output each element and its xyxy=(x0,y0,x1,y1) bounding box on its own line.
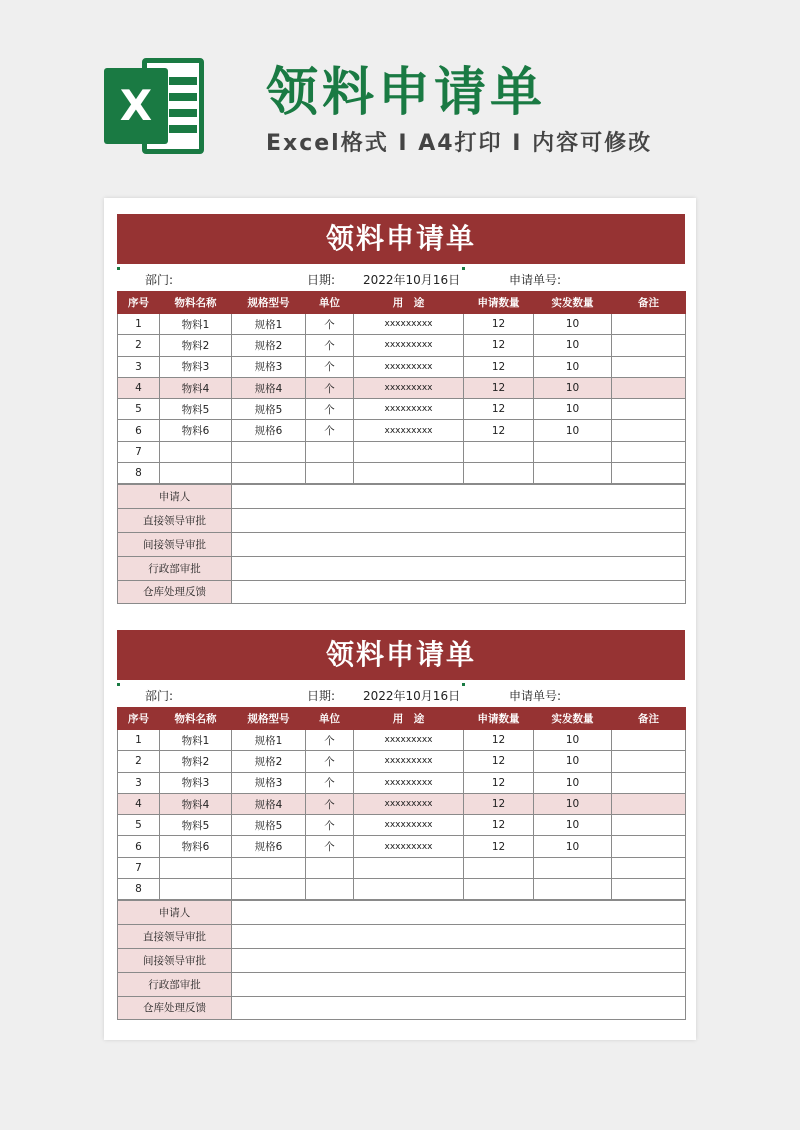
cell-requested-qty[interactable] xyxy=(464,441,534,462)
cell-material[interactable]: 物料1 xyxy=(160,314,232,335)
cell-index[interactable]: 1 xyxy=(118,730,160,751)
cell-remarks[interactable] xyxy=(612,314,686,335)
cell-material[interactable]: 物料3 xyxy=(160,356,232,377)
cell-issued-qty[interactable]: 10 xyxy=(534,356,612,377)
order-no-label: 申请单号: xyxy=(509,273,562,287)
cell-purpose[interactable] xyxy=(354,879,464,900)
cell-spec[interactable] xyxy=(232,857,306,878)
cell-requested-qty[interactable] xyxy=(464,857,534,878)
banner-subtitle: Excel格式 I A4打印 I 内容可修改 xyxy=(266,131,653,156)
cell-issued-qty[interactable]: 10 xyxy=(534,377,612,398)
cell-issued-qty[interactable]: 10 xyxy=(534,793,612,814)
approval-row xyxy=(118,948,686,972)
cell-index[interactable]: 7 xyxy=(118,441,160,462)
cell-material[interactable] xyxy=(160,441,232,462)
col-header-index: 序号 xyxy=(118,708,160,730)
cell-spec[interactable] xyxy=(232,463,306,484)
cell-requested-qty[interactable]: 12 xyxy=(464,836,534,857)
cell-index[interactable]: 5 xyxy=(118,399,160,420)
cell-issued-qty[interactable]: 10 xyxy=(534,751,612,772)
table-row xyxy=(118,399,686,420)
cell-requested-qty[interactable]: 12 xyxy=(464,335,534,356)
cell-requested-qty[interactable]: 12 xyxy=(464,730,534,751)
table-header-row xyxy=(118,708,686,730)
cell-requested-qty[interactable]: 12 xyxy=(464,772,534,793)
cell-unit[interactable] xyxy=(306,857,354,878)
cell-requested-qty[interactable]: 12 xyxy=(464,793,534,814)
cell-requested-qty[interactable]: 12 xyxy=(464,377,534,398)
approval-label-indirect-leader: 间接领导审批 xyxy=(118,948,232,972)
approval-label-indirect-leader: 间接领导审批 xyxy=(118,532,232,556)
cell-issued-qty[interactable] xyxy=(534,441,612,462)
cell-index[interactable]: 6 xyxy=(118,420,160,441)
requisition-form-1 xyxy=(117,214,685,604)
cell-spec[interactable]: 规格1 xyxy=(232,314,306,335)
col-header-material: 物料名称 xyxy=(160,292,232,314)
cell-spec[interactable]: 规格1 xyxy=(232,730,306,751)
table-row xyxy=(118,441,686,462)
cell-spec[interactable]: 规格5 xyxy=(232,399,306,420)
cell-unit[interactable]: 个 xyxy=(306,335,354,356)
banner xyxy=(0,0,800,195)
col-header-issued-qty: 实发数量 xyxy=(534,292,612,314)
form-info-row xyxy=(117,680,685,707)
excel-logo-letter: X xyxy=(104,68,168,144)
col-header-index: 序号 xyxy=(118,292,160,314)
cell-purpose[interactable] xyxy=(354,463,464,484)
approval-field[interactable] xyxy=(232,580,686,604)
cell-requested-qty[interactable]: 12 xyxy=(464,399,534,420)
cell-issued-qty[interactable]: 10 xyxy=(534,836,612,857)
cell-remarks[interactable] xyxy=(612,463,686,484)
approval-label-warehouse: 仓库处理反馈 xyxy=(118,580,232,604)
cell-index[interactable]: 6 xyxy=(118,836,160,857)
cell-index[interactable]: 8 xyxy=(118,463,160,484)
cell-material[interactable] xyxy=(160,857,232,878)
date-label: 日期: xyxy=(307,689,336,703)
approval-row xyxy=(118,485,686,509)
table-row xyxy=(118,879,686,900)
cell-purpose[interactable]: xxxxxxxxx xyxy=(354,314,464,335)
cell-spec[interactable]: 规格5 xyxy=(232,815,306,836)
col-header-material: 物料名称 xyxy=(160,708,232,730)
cell-remarks[interactable] xyxy=(612,793,686,814)
cell-requested-qty[interactable]: 12 xyxy=(464,314,534,335)
cell-issued-qty[interactable] xyxy=(534,463,612,484)
cell-unit[interactable]: 个 xyxy=(306,356,354,377)
col-header-issued-qty: 实发数量 xyxy=(534,708,612,730)
approval-label-direct-leader: 直接领导审批 xyxy=(118,925,232,949)
approval-table xyxy=(117,900,686,1020)
cell-spec[interactable]: 规格4 xyxy=(232,377,306,398)
approval-row xyxy=(118,925,686,949)
approval-label-admin-dept: 行政部审批 xyxy=(118,972,232,996)
cell-purpose[interactable] xyxy=(354,857,464,878)
cell-spec[interactable]: 规格2 xyxy=(232,335,306,356)
dept-label: 部门: xyxy=(145,273,174,287)
dept-label: 部门: xyxy=(145,689,174,703)
cell-spec[interactable]: 规格6 xyxy=(232,836,306,857)
cell-material[interactable] xyxy=(160,879,232,900)
cell-remarks[interactable] xyxy=(612,836,686,857)
form-title: 领料申请单 xyxy=(117,630,685,680)
approval-field[interactable] xyxy=(232,509,686,533)
approval-field[interactable] xyxy=(232,532,686,556)
col-header-requested-qty: 申请数量 xyxy=(464,292,534,314)
cell-unit[interactable] xyxy=(306,879,354,900)
cell-spec[interactable]: 规格6 xyxy=(232,420,306,441)
order-no-label: 申请单号: xyxy=(509,689,562,703)
cell-index[interactable]: 7 xyxy=(118,857,160,878)
cell-index[interactable]: 4 xyxy=(118,793,160,814)
cell-purpose[interactable] xyxy=(354,441,464,462)
cell-unit[interactable] xyxy=(306,463,354,484)
col-header-unit: 单位 xyxy=(306,292,354,314)
cell-purpose[interactable]: xxxxxxxxx xyxy=(354,356,464,377)
cell-issued-qty[interactable]: 10 xyxy=(534,314,612,335)
cell-unit[interactable]: 个 xyxy=(306,420,354,441)
cell-remarks[interactable] xyxy=(612,751,686,772)
approval-row xyxy=(118,580,686,604)
cell-spec[interactable]: 规格4 xyxy=(232,793,306,814)
cell-purpose[interactable]: xxxxxxxxx xyxy=(354,377,464,398)
cell-issued-qty[interactable]: 10 xyxy=(534,772,612,793)
cell-requested-qty[interactable]: 12 xyxy=(464,356,534,377)
cell-remarks[interactable] xyxy=(612,356,686,377)
table-row-highlighted xyxy=(118,793,686,814)
cell-spec[interactable]: 规格3 xyxy=(232,772,306,793)
cell-remarks[interactable] xyxy=(612,857,686,878)
cell-remarks[interactable] xyxy=(612,772,686,793)
col-header-purpose: 用 途 xyxy=(354,708,464,730)
col-header-remarks: 备注 xyxy=(612,708,686,730)
cell-purpose[interactable]: xxxxxxxxx xyxy=(354,815,464,836)
banner-title: 领料申请单 xyxy=(266,63,547,123)
col-header-spec: 规格型号 xyxy=(232,292,306,314)
cell-issued-qty[interactable]: 10 xyxy=(534,420,612,441)
approval-row xyxy=(118,532,686,556)
cell-requested-qty[interactable]: 12 xyxy=(464,751,534,772)
cell-requested-qty[interactable]: 12 xyxy=(464,420,534,441)
table-row xyxy=(118,463,686,484)
table-row xyxy=(118,751,686,772)
table-row xyxy=(118,857,686,878)
approval-row xyxy=(118,996,686,1020)
cell-material[interactable]: 物料6 xyxy=(160,836,232,857)
cell-material[interactable]: 物料5 xyxy=(160,815,232,836)
cell-purpose[interactable]: xxxxxxxxx xyxy=(354,335,464,356)
cell-material[interactable] xyxy=(160,463,232,484)
cell-unit[interactable]: 个 xyxy=(306,793,354,814)
approval-field[interactable] xyxy=(232,972,686,996)
date-value[interactable]: 2022年10月16日 xyxy=(363,273,461,287)
approval-field[interactable] xyxy=(232,996,686,1020)
approval-label-direct-leader: 直接领导审批 xyxy=(118,509,232,533)
table-row xyxy=(118,335,686,356)
cell-index[interactable]: 8 xyxy=(118,879,160,900)
table-header-row xyxy=(118,292,686,314)
col-header-remarks: 备注 xyxy=(612,292,686,314)
cell-remarks[interactable] xyxy=(612,399,686,420)
approval-label-warehouse: 仓库处理反馈 xyxy=(118,996,232,1020)
approval-label-applicant: 申请人 xyxy=(118,901,232,925)
cell-unit[interactable] xyxy=(306,441,354,462)
cell-issued-qty[interactable]: 10 xyxy=(534,730,612,751)
approval-field[interactable] xyxy=(232,485,686,509)
cell-remarks[interactable] xyxy=(612,730,686,751)
cell-material[interactable]: 物料3 xyxy=(160,772,232,793)
col-header-unit: 单位 xyxy=(306,708,354,730)
table-row xyxy=(118,730,686,751)
cell-unit[interactable]: 个 xyxy=(306,377,354,398)
approval-table xyxy=(117,484,686,604)
col-header-spec: 规格型号 xyxy=(232,708,306,730)
table-row-highlighted xyxy=(118,377,686,398)
cell-index[interactable]: 1 xyxy=(118,314,160,335)
form-info-row xyxy=(117,264,685,291)
form-title: 领料申请单 xyxy=(117,214,685,264)
cell-index[interactable]: 3 xyxy=(118,772,160,793)
cell-unit[interactable]: 个 xyxy=(306,836,354,857)
cell-unit[interactable]: 个 xyxy=(306,772,354,793)
table-row xyxy=(118,314,686,335)
cell-issued-qty[interactable]: 10 xyxy=(534,335,612,356)
approval-field[interactable] xyxy=(232,925,686,949)
table-row xyxy=(118,815,686,836)
cell-purpose[interactable]: xxxxxxxxx xyxy=(354,836,464,857)
cell-material[interactable]: 物料6 xyxy=(160,420,232,441)
cell-material[interactable]: 物料5 xyxy=(160,399,232,420)
cell-unit[interactable]: 个 xyxy=(306,314,354,335)
date-label: 日期: xyxy=(307,273,336,287)
table-row xyxy=(118,356,686,377)
cell-unit[interactable]: 个 xyxy=(306,815,354,836)
cell-material[interactable]: 物料2 xyxy=(160,751,232,772)
cell-requested-qty[interactable]: 12 xyxy=(464,815,534,836)
cell-material[interactable]: 物料4 xyxy=(160,793,232,814)
cell-purpose[interactable]: xxxxxxxxx xyxy=(354,772,464,793)
approval-row xyxy=(118,972,686,996)
cell-spec[interactable] xyxy=(232,879,306,900)
cell-material[interactable]: 物料2 xyxy=(160,335,232,356)
cell-issued-qty[interactable] xyxy=(534,857,612,878)
approval-field[interactable] xyxy=(232,948,686,972)
excel-logo-icon xyxy=(104,58,204,154)
approval-row xyxy=(118,556,686,580)
approval-field[interactable] xyxy=(232,901,686,925)
cell-index[interactable]: 4 xyxy=(118,377,160,398)
cell-purpose[interactable]: xxxxxxxxx xyxy=(354,420,464,441)
cell-remarks[interactable] xyxy=(612,879,686,900)
material-table xyxy=(117,291,686,484)
cell-index[interactable]: 2 xyxy=(118,335,160,356)
cell-index[interactable]: 5 xyxy=(118,815,160,836)
cell-purpose[interactable]: xxxxxxxxx xyxy=(354,399,464,420)
cell-remarks[interactable] xyxy=(612,335,686,356)
cell-requested-qty[interactable] xyxy=(464,879,534,900)
date-value[interactable]: 2022年10月16日 xyxy=(363,689,461,703)
cell-remarks[interactable] xyxy=(612,377,686,398)
cell-issued-qty[interactable]: 10 xyxy=(534,399,612,420)
cell-unit[interactable]: 个 xyxy=(306,751,354,772)
cell-unit[interactable]: 个 xyxy=(306,399,354,420)
material-table xyxy=(117,707,686,900)
cell-purpose[interactable]: xxxxxxxxx xyxy=(354,751,464,772)
approval-label-admin-dept: 行政部审批 xyxy=(118,556,232,580)
cell-purpose[interactable]: xxxxxxxxx xyxy=(354,793,464,814)
table-row xyxy=(118,836,686,857)
cell-remarks[interactable] xyxy=(612,815,686,836)
cell-index[interactable]: 2 xyxy=(118,751,160,772)
requisition-form-2 xyxy=(117,630,685,1020)
col-header-purpose: 用 途 xyxy=(354,292,464,314)
cell-remarks[interactable] xyxy=(612,441,686,462)
cell-material[interactable]: 物料4 xyxy=(160,377,232,398)
cell-remarks[interactable] xyxy=(612,420,686,441)
approval-label-applicant: 申请人 xyxy=(118,485,232,509)
cell-spec[interactable] xyxy=(232,441,306,462)
cell-unit[interactable]: 个 xyxy=(306,730,354,751)
approval-field[interactable] xyxy=(232,556,686,580)
cell-index[interactable]: 3 xyxy=(118,356,160,377)
cell-spec[interactable]: 规格3 xyxy=(232,356,306,377)
cell-requested-qty[interactable] xyxy=(464,463,534,484)
table-row xyxy=(118,420,686,441)
cell-issued-qty[interactable]: 10 xyxy=(534,815,612,836)
cell-purpose[interactable]: xxxxxxxxx xyxy=(354,730,464,751)
cell-spec[interactable]: 规格2 xyxy=(232,751,306,772)
table-row xyxy=(118,772,686,793)
cell-material[interactable]: 物料1 xyxy=(160,730,232,751)
approval-row xyxy=(118,509,686,533)
cell-issued-qty[interactable] xyxy=(534,879,612,900)
col-header-requested-qty: 申请数量 xyxy=(464,708,534,730)
approval-row xyxy=(118,901,686,925)
